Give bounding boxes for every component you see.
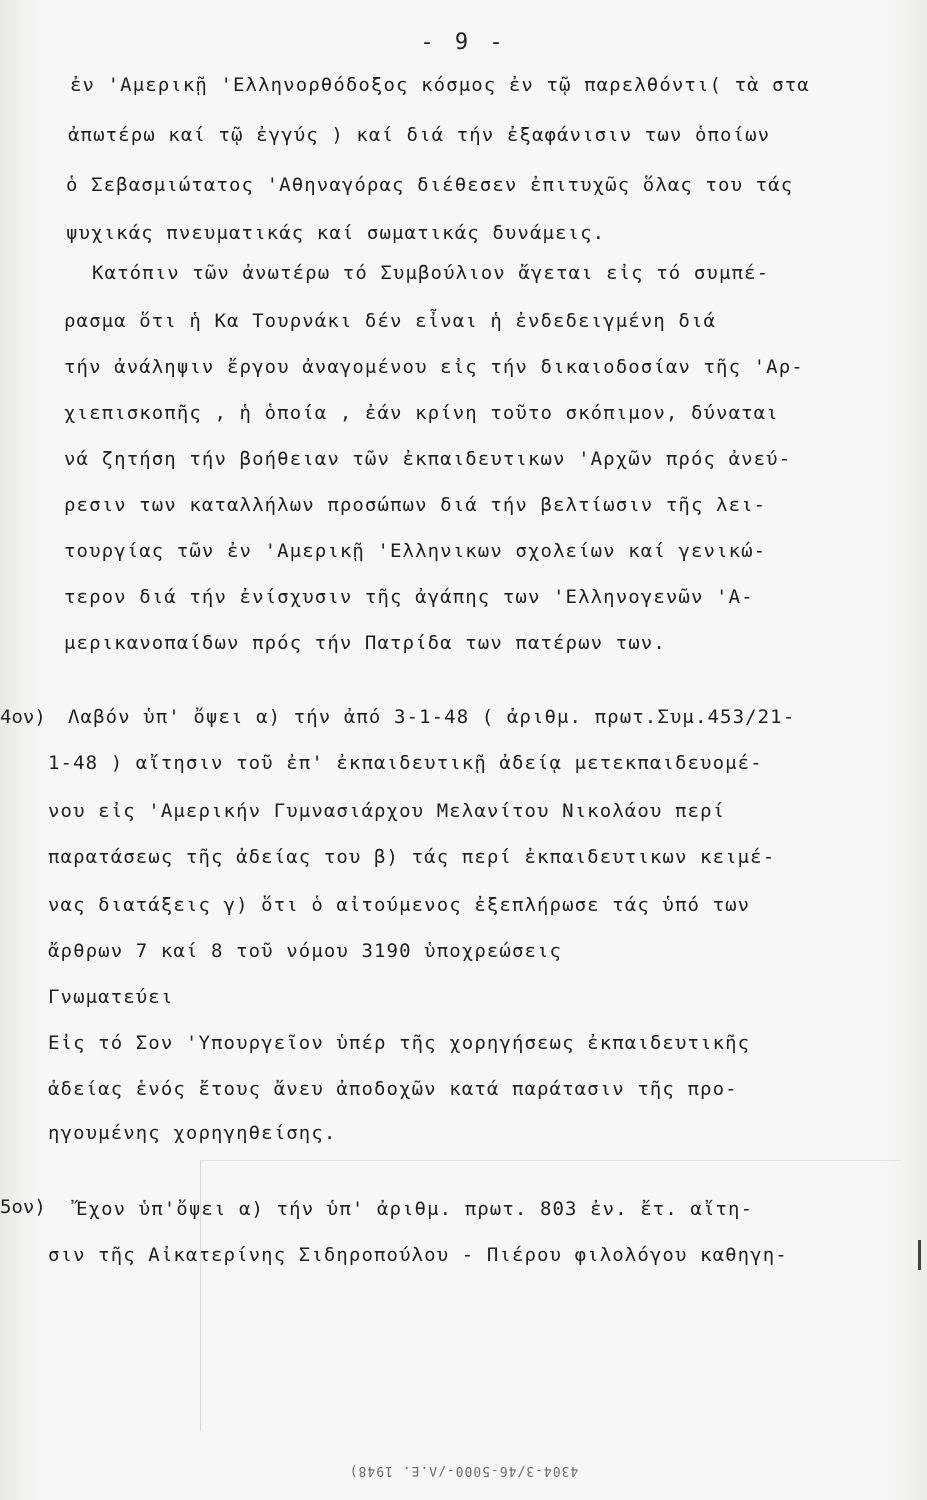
text-line: τουργίας τῶν ἐν 'Αμερικῇ 'Ελληνικων σχολείων καί γενικώ- xyxy=(64,540,767,562)
text-line: Ἔχον ὑπ'ὄψει α) τήν ὑπ' ἀριθμ. πρωτ. 803 ἐν. ἔτ. αἴτη- xyxy=(76,1198,754,1220)
printer-imprint: 4304-3/46-5000-/Λ.Ε. 1948) xyxy=(348,1463,579,1478)
text-line: ἀπωτέρω καί τῷ ἐγγύς ) καί διά τήν ἐξαφάνισιν των ὁποίων xyxy=(68,124,771,146)
text-line: παρατάσεως τῆς ἀδείας του β) τάς περί ἐκπαιδευτικων κειμέ- xyxy=(48,846,776,868)
text-line: μερικανοπαίδων πρός τήν Πατρίδα των πατέρων των. xyxy=(64,632,666,654)
text-line: ψυχικάς πνευματικάς καί σωματικάς δυνάμεις. xyxy=(66,222,606,244)
text-line: νά ζητήση τήν βοήθειαν τῶν ἐκπαιδευτικων 'Αρχῶν πρός ἀνεύ- xyxy=(64,448,792,470)
text-line: ἀδείας ἑνός ἔτους ἄνευ ἀποδοχῶν κατά παράτασιν τῆς προ- xyxy=(48,1078,738,1100)
text-line: Λαβόν ὑπ' ὄψει α) τήν ἀπό 3-1-48 ( ἀριθμ. πρωτ.Συμ.453/21- xyxy=(68,706,796,728)
text-line: ηγουμένης χορηγηθείσης. xyxy=(48,1122,337,1144)
text-line: ρασμα ὅτι ἡ Κα Τουρνάκι δέν εἶναι ἡ ἐνδεδειγμένη διά xyxy=(64,310,717,332)
text-line: ἐν 'Αμερικῇ 'Ελληνορθόδοξος κόσμος ἐν τῷ παρελθόντι( τὰ στα xyxy=(70,74,810,96)
scan-artifact xyxy=(200,1160,901,1431)
text-line: τήν ἀνάληψιν ἔργου ἀναγομένου εἰς τήν δικαιοδοσίαν τῆς 'Αρ- xyxy=(64,356,804,378)
ink-mark xyxy=(918,1240,921,1270)
text-line: ρεσιν των καταλλήλων προσώπων διά τήν βελτίωσιν τῆς λει- xyxy=(64,494,767,516)
page-number: - 9 - xyxy=(420,30,507,55)
text-line: 1-48 ) αἴτησιν τοῦ ἐπ' ἐκπαιδευτικῇ ἀδείᾳ μετεκπαιδευομέ- xyxy=(48,752,763,774)
text-line: ἄρθρων 7 καί 8 τοῦ νόμου 3190 ὑποχρεώσεις xyxy=(48,940,563,962)
text-line: Κατόπιν τῶν ἀνωτέρω τό Συμβούλιον ἄγεται εἰς τό συμπέ- xyxy=(92,262,770,284)
text-line: σιν τῆς Αἰκατερίνης Σιδηροπούλου - Πιέρου φιλολόγου καθηγη- xyxy=(48,1244,788,1266)
section-number: 5ον) xyxy=(0,1196,46,1218)
text-line: ὁ Σεβασμιώτατος 'Αθηναγόρας διέθεσεν ἐπιτυχῶς ὅλας του τάς xyxy=(66,174,794,196)
text-line: Εἰς τό Σον 'Υπουργεῖον ὑπέρ τῆς χορηγήσεως ἐκπαιδευτικῆς xyxy=(48,1032,751,1054)
text-line: τερον διά τήν ἐνίσχυσιν τῆς ἀγάπης των 'Ελληνογενῶν 'Α- xyxy=(64,586,754,608)
section-heading: Γνωματεύει xyxy=(48,986,174,1008)
text-line: χιεπισκοπῆς , ἡ ὁποία , ἐάν κρίνη τοῦτο σκόπιμον, δύναται xyxy=(64,402,779,424)
section-number: 4ον) xyxy=(0,706,46,728)
text-line: νας διατάξεις γ) ὅτι ὁ αἰτούμενος ἐξεπλήρωσε τάς ὑπό των xyxy=(48,894,751,916)
text-line: νου εἰς 'Αμερικήν Γυμνασιάρχου Μελανίτου Νικολάου περί xyxy=(48,800,726,822)
